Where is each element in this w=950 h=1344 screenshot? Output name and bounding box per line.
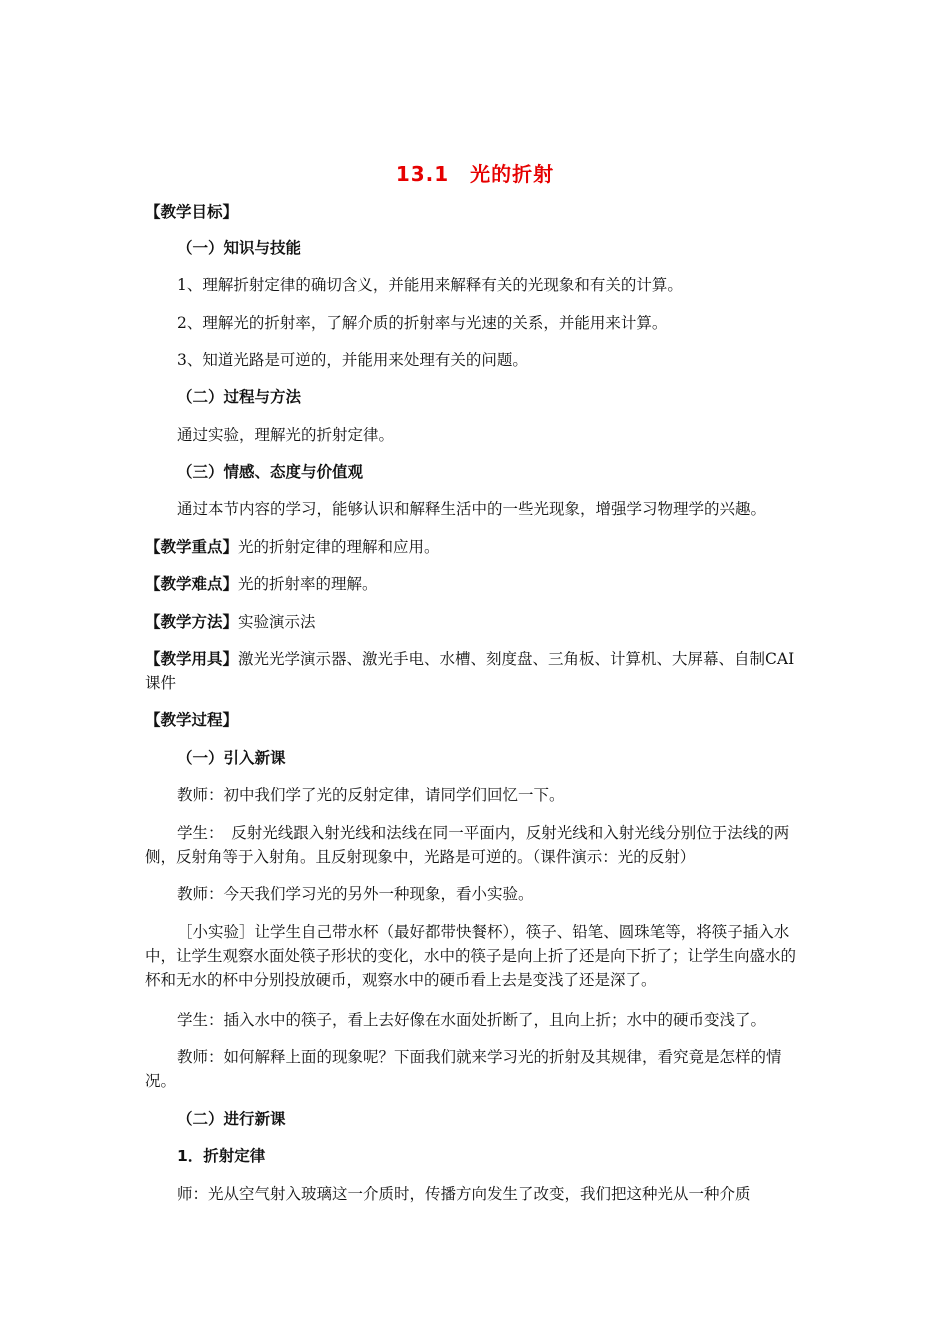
- intro-paragraph-3: 教师：今天我们学习光的另外一种现象，看小实验。: [177, 885, 534, 903]
- goals-heading: 【教学目标】: [145, 203, 239, 221]
- knowledge-item-3: 3、知道光路是可逆的，并能用来处理有关的问题。: [177, 351, 528, 369]
- intro-paragraph-4: ［小实验］让学生自己带水杯（最好都带快餐杯），筷子、铅笔、圆珠笔等，将筷子插入水中，让学生观察水面处筷子形状的变化，水中的筷子是向上折了还是向下折了；让学生向盛水的杯和无水的杯中分别投放硬币，观察水中的硬币看上去是变浅了还是深了。: [145, 923, 797, 989]
- intro-paragraph-2: 学生： 反射光线跟入射光线和法线在同一平面内，反射光线和入射光线分别位于法线的两侧，反射角等于入射角。且反射现象中，光路是可逆的。（课件演示：光的反射）: [145, 824, 790, 866]
- law-text: 师：光从空气射入玻璃这一介质时，传播方向发生了改变，我们把这种光从一种介质: [177, 1185, 751, 1203]
- difficulty-point: [145, 572, 378, 596]
- process-text: 通过实验，理解光的折射定律。: [177, 426, 395, 444]
- emotion-text: 通过本节内容的学习，能够认识和解释生活中的一些光现象，增强学习物理学的兴趣。: [177, 500, 767, 518]
- intro-paragraph-1: 教师：初中我们学了光的反射定律，请同学们回忆一下。: [177, 786, 565, 804]
- emotion-heading: （三）情感、态度与价值观: [177, 463, 364, 481]
- intro-paragraph-5: 学生：插入水中的筷子，看上去好像在水面处折断了，且向上折；水中的硬币变浅了。: [177, 1011, 767, 1029]
- page-title: 13.1 光的折射: [395, 162, 555, 186]
- key-point: [145, 535, 440, 559]
- tools-text: 激光光学演示器、激光手电、水槽、刻度盘、三角板、计算机、大屏幕、自制CAI课件: [145, 650, 795, 692]
- process-main-heading: 【教学过程】: [145, 711, 239, 729]
- difficulty-text: 光的折射率的理解。: [238, 575, 378, 593]
- teaching-tools: [145, 647, 807, 695]
- new-lesson-heading: （二）进行新课: [177, 1110, 286, 1128]
- tools-label: 【教学用具】: [145, 650, 239, 668]
- knowledge-item-1: 1、理解折射定律的确切含义，并能用来解释有关的光现象和有关的计算。: [177, 276, 683, 294]
- key-text: 光的折射定律的理解和应用。: [238, 538, 440, 556]
- process-heading: （二）过程与方法: [177, 388, 302, 406]
- intro-paragraph-6: 教师：如何解释上面的现象呢？下面我们就来学习光的折射及其规律，看究竟是怎样的情况。: [145, 1048, 782, 1090]
- method-label: 【教学方法】: [145, 613, 239, 631]
- knowledge-item-2: 2、理解光的折射率，了解介质的折射率与光速的关系，并能用来计算。: [177, 314, 668, 332]
- difficulty-label: 【教学难点】: [145, 575, 239, 593]
- key-label: 【教学重点】: [145, 538, 239, 556]
- knowledge-heading: （一）知识与技能: [177, 239, 302, 257]
- law-heading: 1．折射定律: [177, 1147, 266, 1165]
- method-text: 实验演示法: [238, 613, 316, 631]
- teaching-method: [145, 610, 316, 634]
- intro-heading: （一）引入新课: [177, 749, 286, 767]
